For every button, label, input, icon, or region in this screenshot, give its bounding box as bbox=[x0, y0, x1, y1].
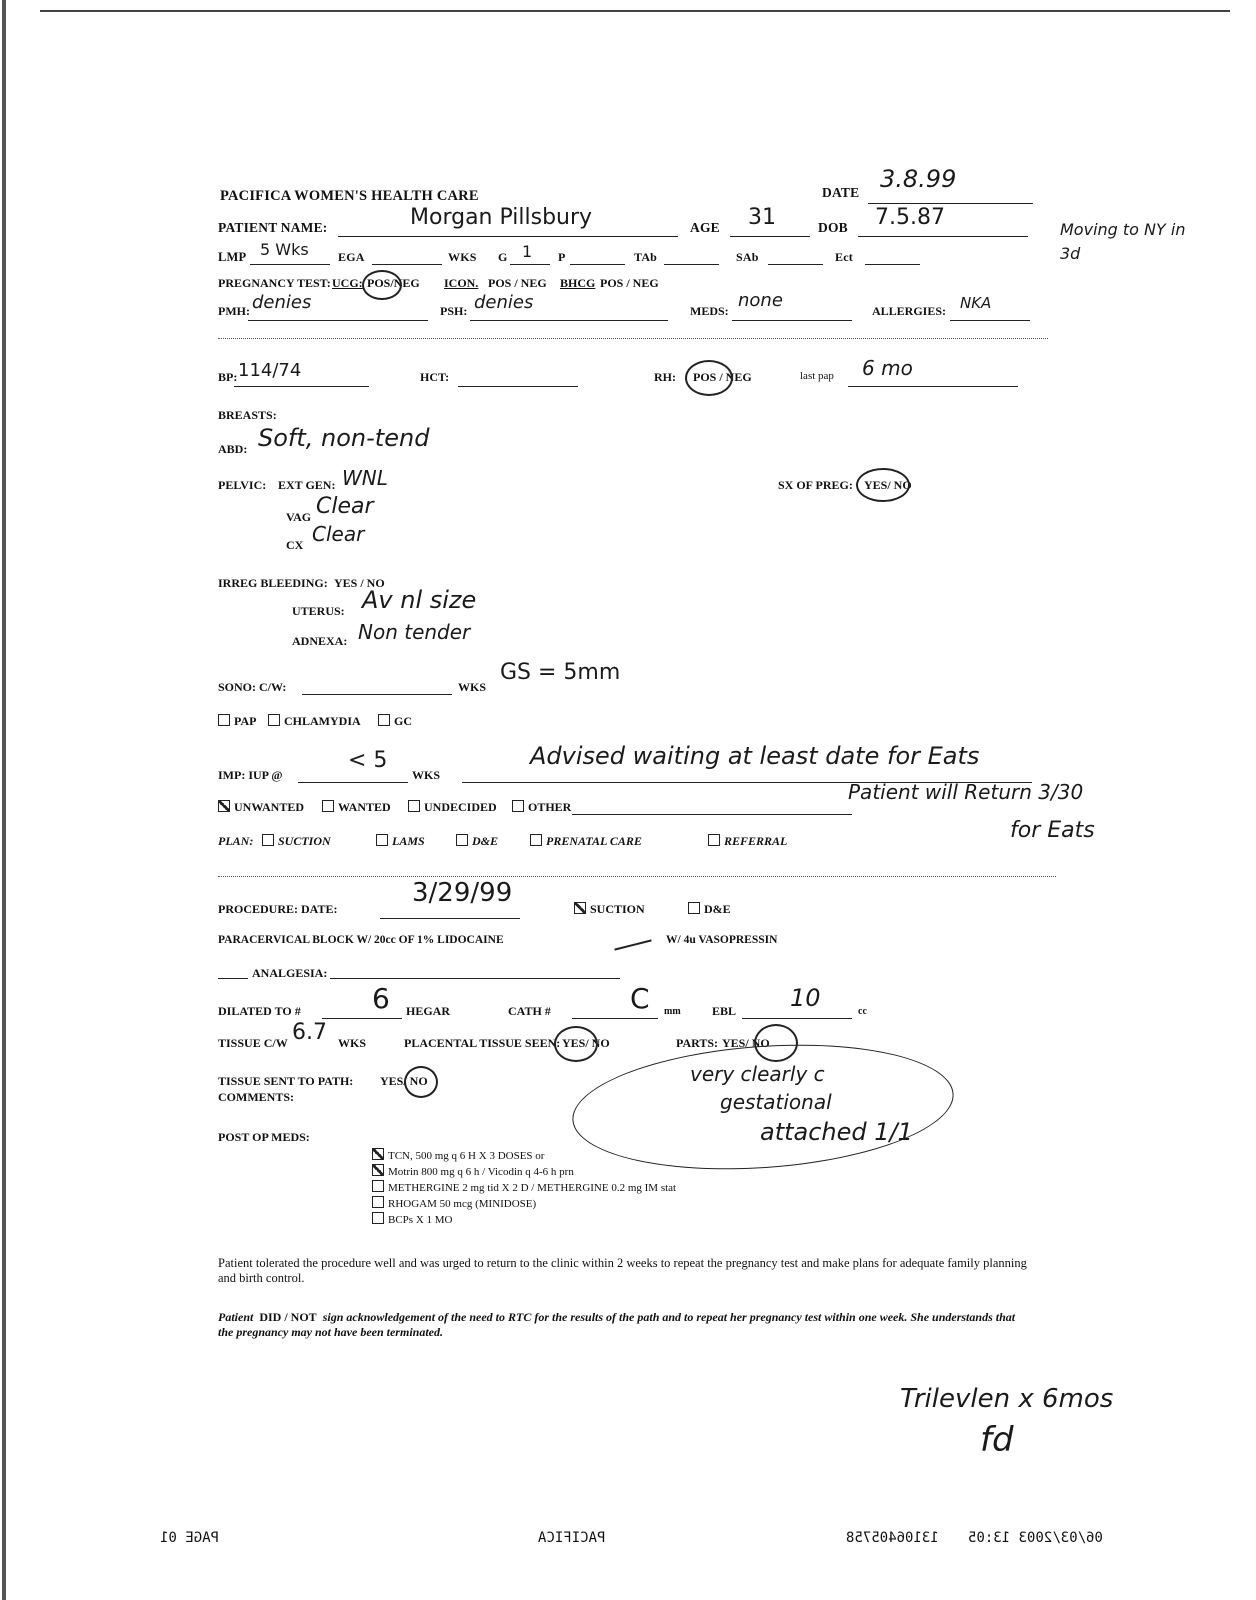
uterus-value: Av nl size bbox=[362, 586, 477, 614]
pap-checkbox: PAP bbox=[218, 714, 256, 729]
ucg-label: UCG: bbox=[332, 276, 363, 290]
med-tcn: TCN, 500 mg q 6 H X 3 DOSES or bbox=[372, 1148, 544, 1162]
p-label: P bbox=[558, 250, 566, 264]
sab-label: SAb bbox=[736, 250, 759, 264]
med-methergine: METHERGINE 2 mg tid X 2 D / METHERGINE 0.2 mg IM stat bbox=[372, 1180, 676, 1194]
comments-label: COMMENTS: bbox=[218, 1090, 294, 1104]
allergies-value: NKA bbox=[960, 294, 992, 312]
ega-wks-label: WKS bbox=[448, 250, 477, 264]
breasts-label: BREASTS: bbox=[218, 408, 277, 422]
plan-prenatal-checkbox: PRENATAL CARE bbox=[530, 834, 642, 849]
imp-value: < 5 bbox=[348, 748, 388, 773]
imp-note: Advised waiting at least date for Eats bbox=[530, 742, 980, 770]
age-value: 31 bbox=[748, 205, 776, 230]
psh-label: PSH: bbox=[440, 304, 468, 318]
patient-name-value: Morgan Pillsbury bbox=[410, 205, 593, 230]
scan-edge-left bbox=[2, 0, 6, 1600]
preg-test-label: PREGNANCY TEST: bbox=[218, 276, 331, 290]
extgen-label: EXT GEN: bbox=[278, 478, 336, 492]
sono-value: GS = 5mm bbox=[500, 660, 621, 685]
acknowledgement-paragraph: Patient DID / NOT sign acknowledgement of the need to RTC for the results of the path and to repeat her pregnancy test within one week. She understands that the pregnancy may not have been terminated. bbox=[218, 1310, 1016, 1339]
comments-note-3: attached 1/1 bbox=[760, 1118, 913, 1146]
meds-value: none bbox=[738, 290, 783, 311]
dob-value: 7.5.87 bbox=[875, 205, 945, 230]
gc-checkbox: GC bbox=[378, 714, 412, 729]
med-motrin: Motrin 800 mg q 6 h / Vicodin q 4-6 h prn bbox=[372, 1164, 574, 1178]
tissue-cw-value: 6.7 bbox=[292, 1020, 327, 1045]
tissue-sent-options: YES/ NO bbox=[380, 1074, 428, 1088]
g-label: G bbox=[498, 250, 508, 264]
imp-label: IMP: IUP @ bbox=[218, 768, 283, 782]
hct-label: HCT: bbox=[420, 370, 450, 384]
irreg-bleeding-label: IRREG BLEEDING: bbox=[218, 576, 328, 590]
ect-label: Ect bbox=[835, 250, 853, 264]
procedure-date-label: PROCEDURE: DATE: bbox=[218, 902, 338, 916]
cx-value: Clear bbox=[312, 522, 365, 546]
age-label: AGE bbox=[690, 220, 720, 235]
bhcg-options: POS / NEG bbox=[600, 276, 659, 290]
cath-value: C bbox=[630, 982, 650, 1015]
ebl-label: EBL bbox=[712, 1004, 737, 1018]
irreg-bleeding-options: YES / NO bbox=[334, 576, 385, 590]
ucg-options: POS/NEG bbox=[367, 276, 420, 290]
scan-edge-top bbox=[40, 10, 1230, 12]
paracervical-label: PARACERVICAL BLOCK W/ 20cc OF 1% LIDOCAINE bbox=[218, 934, 504, 946]
icon-label: ICON. bbox=[444, 276, 479, 290]
sx-preg-label: SX OF PREG: bbox=[778, 478, 853, 492]
cc-label: cc bbox=[858, 1006, 867, 1017]
placental-options: YES/ NO bbox=[562, 1036, 610, 1050]
comments-note-1: very clearly c bbox=[690, 1062, 825, 1086]
bp-label: BP: bbox=[218, 370, 238, 384]
tissue-wks-label: WKS bbox=[338, 1036, 367, 1050]
fax-footer-sender: PACIFICA bbox=[538, 1530, 606, 1546]
signature-line-2: fd bbox=[980, 1420, 1014, 1460]
lastpap-value: 6 mo bbox=[862, 356, 913, 380]
vasopressin-label: W/ 4u VASOPRESSIN bbox=[666, 934, 778, 946]
lastpap-label: last pap bbox=[800, 370, 834, 382]
other-checkbox: OTHER bbox=[512, 800, 571, 815]
med-bcps: BCPs X 1 MO bbox=[372, 1212, 453, 1226]
ebl-value: 10 bbox=[790, 984, 821, 1012]
ucg-pos-circle bbox=[362, 270, 402, 300]
patient-name-label: PATIENT NAME: bbox=[218, 220, 328, 235]
procedure-date-value: 3/29/99 bbox=[412, 878, 513, 908]
fax-footer-datetime: 06/03/2003 13:05 bbox=[968, 1530, 1103, 1546]
med-rhogam: RHOGAM 50 mcg (MINIDOSE) bbox=[372, 1196, 536, 1210]
fax-footer-page: PAGE 01 bbox=[160, 1530, 220, 1546]
abd-label: ABD: bbox=[218, 442, 248, 456]
g-value: 1 bbox=[522, 242, 533, 261]
plan-suction-checkbox: SUCTION bbox=[262, 834, 331, 849]
date-label: DATE bbox=[822, 185, 860, 200]
undecided-checkbox: UNDECIDED bbox=[408, 800, 497, 815]
plan-note: for Eats bbox=[1010, 818, 1095, 843]
uterus-label: UTERUS: bbox=[292, 604, 345, 618]
side-note: Moving to NY in 3d bbox=[1060, 220, 1186, 263]
dob-label: DOB bbox=[818, 220, 848, 235]
cx-label: CX bbox=[286, 538, 304, 552]
wanted-checkbox: WANTED bbox=[322, 800, 391, 815]
vag-label: VAG bbox=[286, 510, 312, 524]
hegar-label: HEGAR bbox=[406, 1004, 451, 1018]
plan-lams-checkbox: LAMS bbox=[376, 834, 425, 849]
parts-label: PARTS: bbox=[676, 1036, 719, 1050]
pmh-label: PMH: bbox=[218, 304, 250, 318]
sono-wks-label: WKS bbox=[458, 680, 487, 694]
parts-options: YES/ NO bbox=[722, 1036, 770, 1050]
placental-yes-circle bbox=[554, 1026, 598, 1062]
plan-row bbox=[218, 834, 253, 849]
mm-label: mm bbox=[664, 1006, 681, 1017]
pelvic-label: PELVIC: bbox=[218, 478, 267, 492]
tissue-sent-no-circle bbox=[404, 1066, 438, 1098]
sx-preg-options: YES/ NO bbox=[864, 478, 912, 492]
plan-label: PLAN: bbox=[218, 834, 254, 848]
dilated-value: 6 bbox=[372, 982, 390, 1015]
imp-wks-label: WKS bbox=[412, 768, 441, 782]
icon-options: POS / NEG bbox=[488, 276, 547, 290]
clinic-name: PACIFICA WOMEN'S HEALTH CARE bbox=[220, 188, 479, 204]
abd-value: Soft, non-tend bbox=[258, 424, 430, 452]
fax-footer-number: 13106405758 bbox=[846, 1530, 939, 1546]
proc-suction-checkbox: SUCTION bbox=[574, 902, 645, 917]
cath-label: CATH # bbox=[508, 1004, 551, 1018]
unwanted-checkbox: UNWANTED bbox=[218, 800, 304, 815]
tolerance-paragraph: Patient tolerated the procedure well and was urged to return to the clinic within 2 weeks to repeat the pregnancy test and make plans for adequate family planning and birth control. bbox=[218, 1256, 1027, 1285]
proc-dne-checkbox: D&E bbox=[688, 902, 731, 917]
bp-value: 114/74 bbox=[238, 360, 302, 381]
rh-pos-circle bbox=[685, 360, 733, 396]
lmp-label: LMP bbox=[218, 250, 247, 264]
rh-label: RH: bbox=[654, 370, 676, 384]
psh-value: denies bbox=[474, 292, 534, 313]
sx-preg-yes-circle bbox=[856, 468, 910, 502]
vag-value: Clear bbox=[316, 494, 374, 519]
tissue-sent-label: TISSUE SENT TO PATH: bbox=[218, 1074, 354, 1088]
other-note: Patient will Return 3/30 bbox=[848, 780, 1084, 804]
chlamydia-checkbox: CHLAMYDIA bbox=[268, 714, 361, 729]
adnexa-value: Non tender bbox=[358, 620, 471, 644]
adnexa-label: ADNEXA: bbox=[292, 634, 348, 648]
comments-note-2: gestational bbox=[720, 1090, 832, 1114]
sono-label: SONO: C/W: bbox=[218, 680, 287, 694]
date-value: 3.8.99 bbox=[880, 165, 957, 193]
ega-label: EGA bbox=[338, 250, 365, 264]
analgesia-label: ANALGESIA: bbox=[252, 966, 328, 980]
pmh-value: denies bbox=[252, 292, 312, 313]
extgen-value: WNL bbox=[342, 466, 388, 490]
allergies-label: ALLERGIES: bbox=[872, 304, 947, 318]
placental-label: PLACENTAL TISSUE SEEN: bbox=[404, 1036, 561, 1050]
dilated-label: DILATED TO # bbox=[218, 1004, 301, 1018]
tissue-cw-label: TISSUE C/W bbox=[218, 1036, 288, 1050]
bhcg-label: BHCG bbox=[560, 276, 596, 290]
plan-referral-checkbox: REFERRAL bbox=[708, 834, 787, 849]
postop-meds-label: POST OP MEDS: bbox=[218, 1130, 310, 1144]
lmp-value: 5 Wks bbox=[260, 240, 309, 259]
meds-label: MEDS: bbox=[690, 304, 729, 318]
rh-options: POS / NEG bbox=[693, 370, 752, 384]
tab-label: TAb bbox=[634, 250, 658, 264]
signature-line-1: Trilevlen x 6mos bbox=[900, 1384, 1114, 1414]
plan-dne-checkbox: D&E bbox=[456, 834, 498, 849]
